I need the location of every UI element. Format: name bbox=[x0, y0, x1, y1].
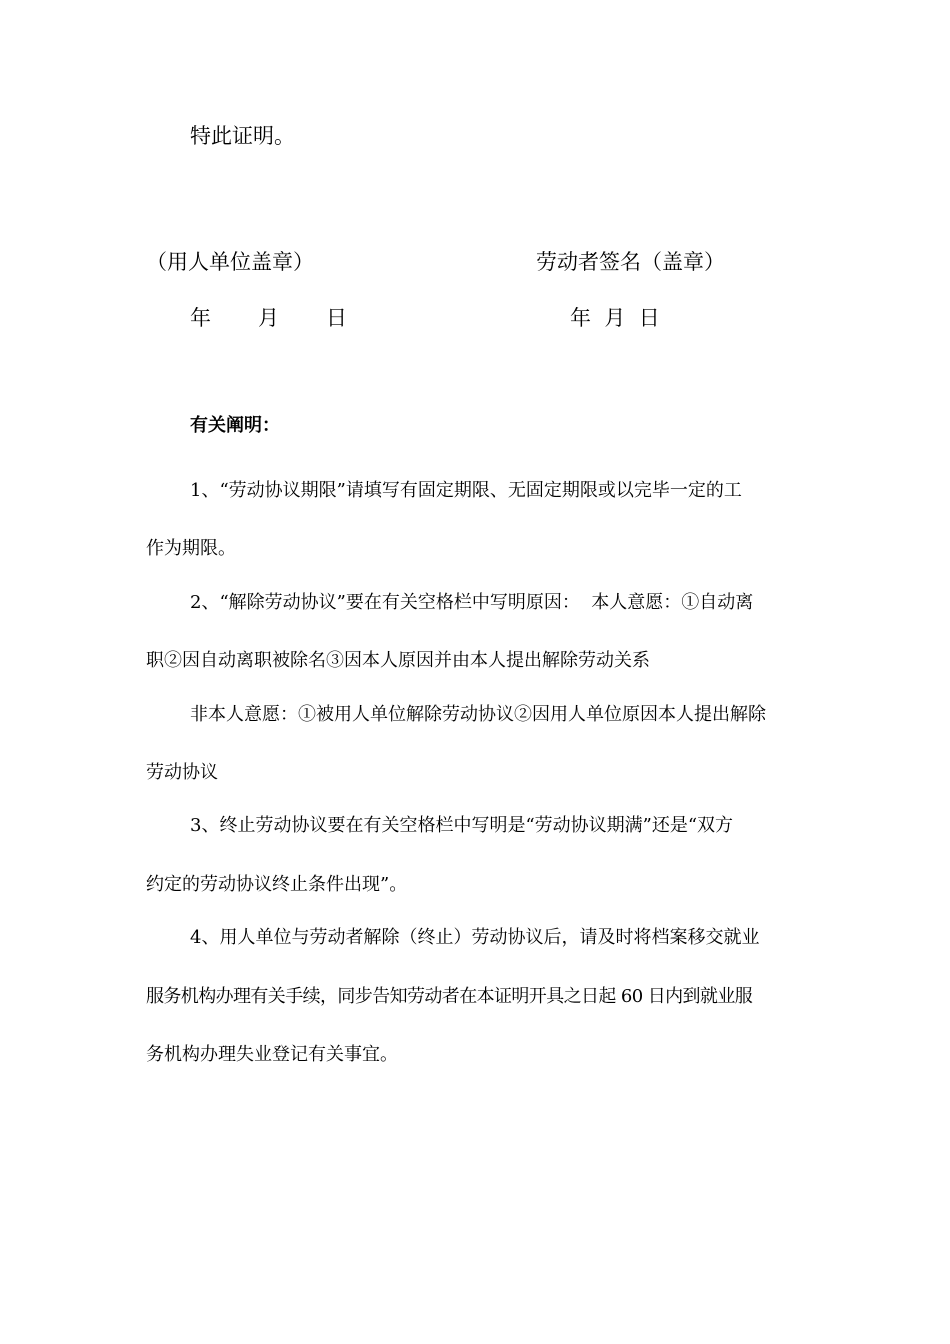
note-3-line-1: 3、终止劳动协议要在有关空格栏中写明是“劳动协议期满”还是“双方 bbox=[190, 815, 734, 836]
employer-date-day: 日 bbox=[326, 306, 347, 330]
closing-statement: 特此证明。 bbox=[190, 124, 295, 148]
employer-date-year: 年 bbox=[190, 306, 211, 330]
employer-stamp-label: （用人单位盖章） bbox=[146, 250, 314, 274]
note-1-line-1: 1、“劳动协议期限”请填写有固定期限、无固定期限或以完毕一定的工 bbox=[190, 480, 742, 501]
worker-sign-label: 劳动者签名（盖章） bbox=[536, 250, 725, 274]
note-2-line-2: 职②因自动离职被除名③因本人原因并由本人提出解除劳动关系 bbox=[146, 650, 650, 671]
note-4-line-2: 服务机构办理有关手续，同步告知劳动者在本证明开具之日起 60 日内到就业服 bbox=[146, 986, 753, 1007]
note-2b-line-1: 非本人意愿：①被用人单位解除劳动协议②因用人单位原因本人提出解除 bbox=[190, 704, 766, 725]
employer-date-month: 月 bbox=[258, 306, 279, 330]
note-2-line-1: 2、“解除劳动协议”要在有关空格栏中写明原因： 本人意愿：①自动离 bbox=[190, 592, 754, 613]
worker-date: 年 月 日 bbox=[570, 306, 660, 330]
notes-heading: 有关阐明： bbox=[190, 415, 280, 436]
note-4-line-1: 4、用人单位与劳动者解除（终止）劳动协议后，请及时将档案移交就业 bbox=[190, 927, 760, 948]
note-4-line-3: 务机构办理失业登记有关事宜。 bbox=[146, 1044, 398, 1065]
note-2b-line-2: 劳动协议 bbox=[146, 762, 218, 783]
note-3-line-2: 约定的劳动协议终止条件出现”。 bbox=[146, 874, 408, 895]
note-1-line-2: 作为期限。 bbox=[146, 538, 236, 559]
